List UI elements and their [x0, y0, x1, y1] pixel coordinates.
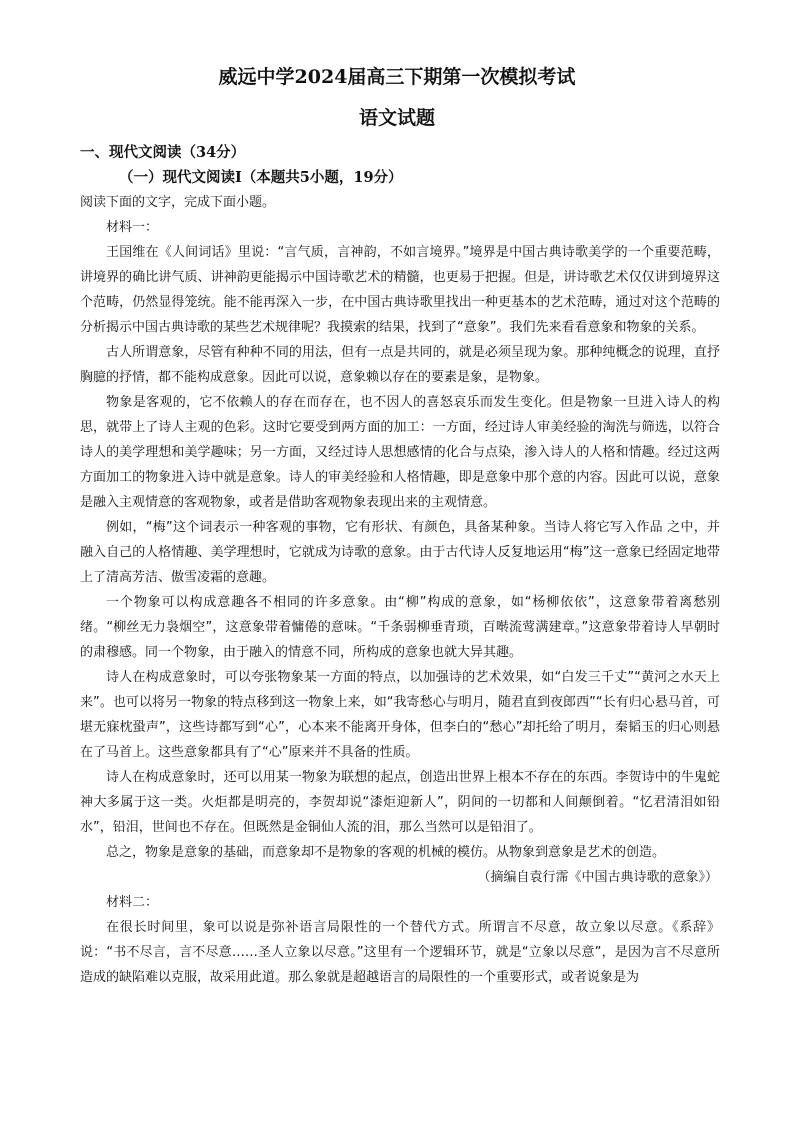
- material-1-paragraph: 王国维在《人间词话》里说：“言气质，言神韵，不如言境界。”境界是中国古典诗歌美学的一个重要范畴，讲境界的确比讲气质、讲神韵更能揭示中国诗歌艺术的精髓，也更易于把握。但是，讲诗歌艺术仅仅讲到境界这个范畴，仍然显得笼统。能不能再深入一步，在中国古典诗歌里找出一种更基本的艺术范畴，通过对这个范畴的分析揭示中国古典诗歌的某些艺术规律呢？我摸索的结果，找到了“意象”。我们先来看看意象和物象的关系。: [80, 245, 720, 335]
- material-1-paragraph: 一个物象可以构成意趣各不相同的许多意象。由“柳”构成的意象，如“杨柳依依”，这意象带着离愁别绪。“柳丝无力袅烟空”，这意象带着慵倦的意味。“千条弱柳垂青琐，百啭流莺满建章。”这意象带着诗人早朝时的肃穆感。同一个物象，由于融入的情意不同，所构成的意象也就大异其趣。: [80, 595, 720, 660]
- material-2-label: 材料二：: [106, 895, 159, 910]
- reading-instruction: 阅读下面的文字，完成下面小题。: [80, 195, 276, 210]
- material-1-paragraph: 古人所谓意象，尽管有种种不同的用法，但有一点是共同的，就是必须呈现为象。那种纯概念的说理，直抒胸臆的抒情，都不能构成意象。因此可以说，意象赖以存在的要素是象，是物象。: [80, 345, 720, 385]
- material-1-paragraph: 物象是客观的，它不依赖人的存在而存在，也不因人的喜怒哀乐而发生变化。但是物象一旦进入诗人的构思，就带上了诗人主观的色彩。这时它要受到两方面的加工：一方面，经过诗人审美经验的淘洗与筛选，以符合诗人的美学理想和美学趣味；另一方面，又经过诗人思想感情的化合与点染，渗入诗人的人格和情趣。经过这两方面加工的物象进入诗中就是意象。诗人的审美经验和人格情趣，即是意象中那个意的内容。因此可以说，意象是融入主观情意的客观物象，或者是借助客观物象表现出来的主观情意。: [80, 395, 720, 510]
- reading-body: [80, 190, 720, 990]
- material-1-label: 材料一：: [106, 220, 159, 235]
- material-1-paragraph: 总之，物象是意象的基础，而意象却不是物象的客观的机械的模仿。从物象到意象是艺术的创造。: [106, 845, 666, 860]
- section-subheading: （一）现代文阅读Ⅰ（本题共5小题，19分）: [119, 169, 403, 186]
- section-heading: 一、现代文阅读（34分）: [80, 144, 246, 161]
- material-1-paragraph: 例如，“梅”这个词表示一种客观的事物，它有形状、有颜色，具备某种象。当诗人将它写入作品 之中，并融入自己的人格情趣、美学理想时，它就成为诗歌的意象。由于古代诗人反复地运用“梅”这一意象已经固定地带上了清高芳洁、傲雪凌霜的意趣。: [80, 520, 720, 585]
- material-1-paragraph: 诗人在构成意象时，还可以用某一物象为联想的起点，创造出世界上根本不存在的东西。李贺诗中的牛鬼蛇神大多属于这一类。火炬都是明亮的，李贺却说“漆炬迎新人”，阴间的一切都和人间颠倒着。“忆君清泪如铅水”，铅泪，世间也不存在。但既然是金铜仙人流的泪，那么当然可以是铅泪了。: [80, 770, 720, 835]
- exam-title: 威远中学2024届高三下期第一次模拟考试: [218, 66, 576, 88]
- material-2-paragraph: 在很长时间里，象可以说是弥补语言局限性的一个替代方式。所谓言不尽意，故立象以尽意。《系辞》说：“书不尽言，言不尽意……圣人立象以尽意。”这里有一个逻辑环节，就是“立象以尽意”，是因为言不尽意所造成的缺陷难以克服，故采用此道。那么象就是超越语言的局限性的一个重要形式，或者说象是为: [80, 920, 720, 985]
- material-1-source: （摘编自袁行霈《中国古典诗歌的意象》）: [477, 870, 718, 885]
- exam-subtitle: 语文试题: [358, 107, 435, 129]
- material-1-paragraph: 诗人在构成意象时，可以夸张物象某一方面的特点，以加强诗的艺术效果，如“白发三千丈”“黄河之水天上来”。也可以将另一物象的特点移到这一物象上来，如“我寄愁心与明月，随君直到夜郎西”“长有归心悬马首，可堪无寐枕蛩声”，这些诗都写到“心”，心本来不能离开身体，但李白的“愁心”却托给了明月，秦韬玉的归心则悬在了马首上。这些意象都具有了“心”原来并不具备的性质。: [80, 670, 720, 760]
